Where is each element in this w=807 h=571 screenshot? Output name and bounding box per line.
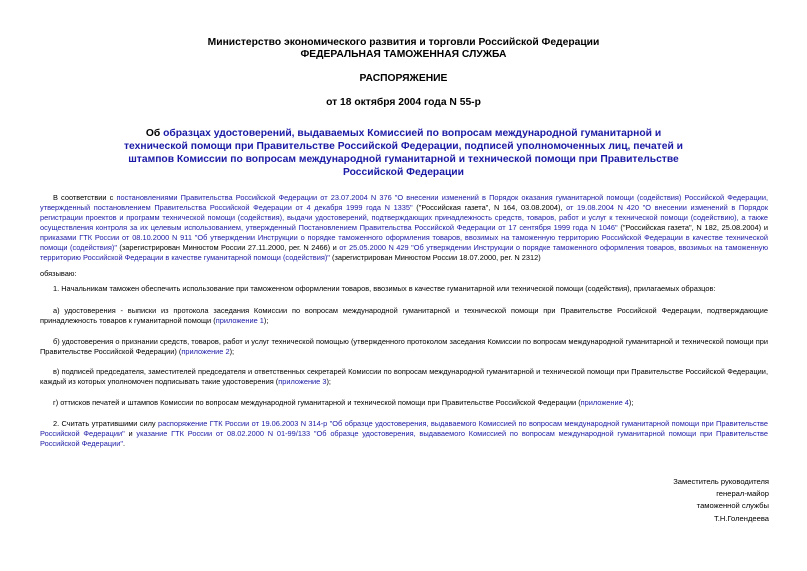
service-name: ФЕДЕРАЛЬНАЯ ТАМОЖЕННАЯ СЛУЖБА <box>300 49 507 60</box>
item-a-end: ); <box>263 316 269 325</box>
title-link[interactable]: образцах удостоверений, выдаваемых Комиссией по вопросам международной гуманитарной и технической помощи при Правительстве Российской Федерации, подписей уполномоченных лиц, печатей и штампов Комиссии по вопросам международной гуманитарной и технической помощи при Правительстве Российской Федерации <box>124 128 683 178</box>
preamble-link-2[interactable]: от 19.08.2004 N 420 "О внесении изменений в Порядок регистрации проектов и программ технической помощи (содействия), выдачи удостоверений, подтверждающих принадлежность средств, товаров, работ и услуг к технической помощи (содействию), а также осуществления контроля за их целевым использованием, утвержденный Постановлением Правительства Российской Федерации от 17 сентября 1999 года N 1046" <box>40 203 768 232</box>
item-2 <box>40 419 768 449</box>
item-v-end: ); <box>326 377 331 386</box>
item-1: 1. Начальникам таможен обеспечить использование при таможенном оформлении товаров, ввозимых в качестве гуманитарной или технической помощи (содействия), прилагаемых образцов: <box>53 284 716 293</box>
signature-line-4: Т.Н.Голендеева <box>713 513 769 523</box>
title-prefix: Об <box>145 128 164 139</box>
ministry-name: Министерство экономического развития и торговли Российской Федерации <box>207 37 600 48</box>
item-2-text-2: и <box>124 429 137 438</box>
signature-block <box>673 476 769 525</box>
preamble-text-2: ("Российская газета", N 164, 03.08.2004), <box>412 203 567 212</box>
signature-line-3: таможенной службы <box>696 501 769 511</box>
item-v-link[interactable]: приложение 3 <box>278 377 327 386</box>
item-2-link-2[interactable]: указание ГТК России от 08.02.2000 N 01-99/133 "Об образце удостоверения, выдаваемого Комиссией по вопросам международной гуманитарной помощи при Правительстве Российской Федерации" <box>40 429 768 448</box>
item-g-end: ); <box>628 398 634 407</box>
item-a-link[interactable]: приложение 1 <box>215 316 264 325</box>
preamble-link-1[interactable]: постановлениями Правительства Российской Федерации от 23.07.2004 N 376 "О внесении изменений в Порядок оказания гуманитарной помощи (содействия) Российской Федерации, утвержденный постановлением Правительства Российской Федерации от 4 декабря 1999 года N 1335" <box>40 193 768 212</box>
item-b <box>40 337 768 357</box>
preamble-link-3[interactable]: приказами ГТК России от 08.10.2000 N 911 "Об утверждении Инструкции о порядке таможенного оформления товаров, ввозимых на таможенную территорию Российской Федерации в качестве технической помощи (содействия)" <box>40 233 768 252</box>
preamble-text-1: В соответствии с <box>53 193 117 202</box>
item-2-text-3: . <box>123 439 126 448</box>
preamble-text-3: ("Российская газета", N 182, 25.08.2004) и <box>617 223 768 232</box>
item-g-link[interactable]: приложение 4 <box>580 398 629 407</box>
item-b-end: ); <box>229 347 235 356</box>
item-a <box>40 306 768 326</box>
item-2-text-1: 2. Считать утратившими силу <box>53 419 158 428</box>
item-a-text: а) удостоверения - выписки из протокола заседания Комиссии по вопросам международной гуманитарной и технической помощи при Правительстве Российской Федерации, подтверждающие принадлежность товаров к гуманитарной помощи ( <box>40 306 768 325</box>
preamble-text-4: (зарегистрирован Минюстом России 27.11.2000, рег. N 2466) и <box>116 243 340 252</box>
item-b-link[interactable]: приложение 2 <box>181 347 230 356</box>
doc-type: РАСПОРЯЖЕНИЕ <box>359 73 448 84</box>
item-b-text: б) удостоверения о признании средств, товаров, работ и услуг технической помощью (утвержденного протоколом заседания Комиссии по вопросам международной гуманитарной и технической помощи при Правительстве Российской Федерации) ( <box>40 337 768 356</box>
signature-line-1: Заместитель руководителя <box>673 477 769 486</box>
item-g <box>40 398 768 408</box>
doc-title <box>0 127 807 179</box>
obliges-line: обязываю: <box>40 269 77 278</box>
item-v <box>40 367 768 387</box>
preamble-text-5: (зарегистрирован Минюстом России 18.07.2000, рег. N 2312) <box>329 253 541 262</box>
item-2-link-1[interactable]: распоряжение ГТК России от 19.06.2003 N 314-р "Об образце удостоверения, выдаваемого Комиссией по вопросам международной гуманитарной помощи при Правительстве Российской Федерации" <box>40 419 768 438</box>
preamble-link-4[interactable]: от 25.05.2000 N 429 "Об утверждении Инструкции о порядке таможенного оформления товаров, ввозимых на таможенную территорию Российской Федерации в качестве гуманитарной помощи (содействия)" <box>40 243 768 262</box>
doc-date-number: от 18 октября 2004 года N 55-р <box>326 97 481 108</box>
item-v-text: в) подписей председателя, заместителей председателя и ответственных секретарей Комиссии по вопросам международной гуманитарной и технической помощи при Правительстве Российской Федерации, каждый из которых уполномочен подписывать такие удостоверения ( <box>40 367 768 386</box>
item-g-text: г) оттисков печатей и штампов Комиссии по вопросам международной гуманитарной и технической помощи при Правительстве Российской Федерации ( <box>53 398 581 407</box>
signature-line-2: генерал-майор <box>716 489 769 499</box>
preamble-paragraph <box>40 193 768 263</box>
